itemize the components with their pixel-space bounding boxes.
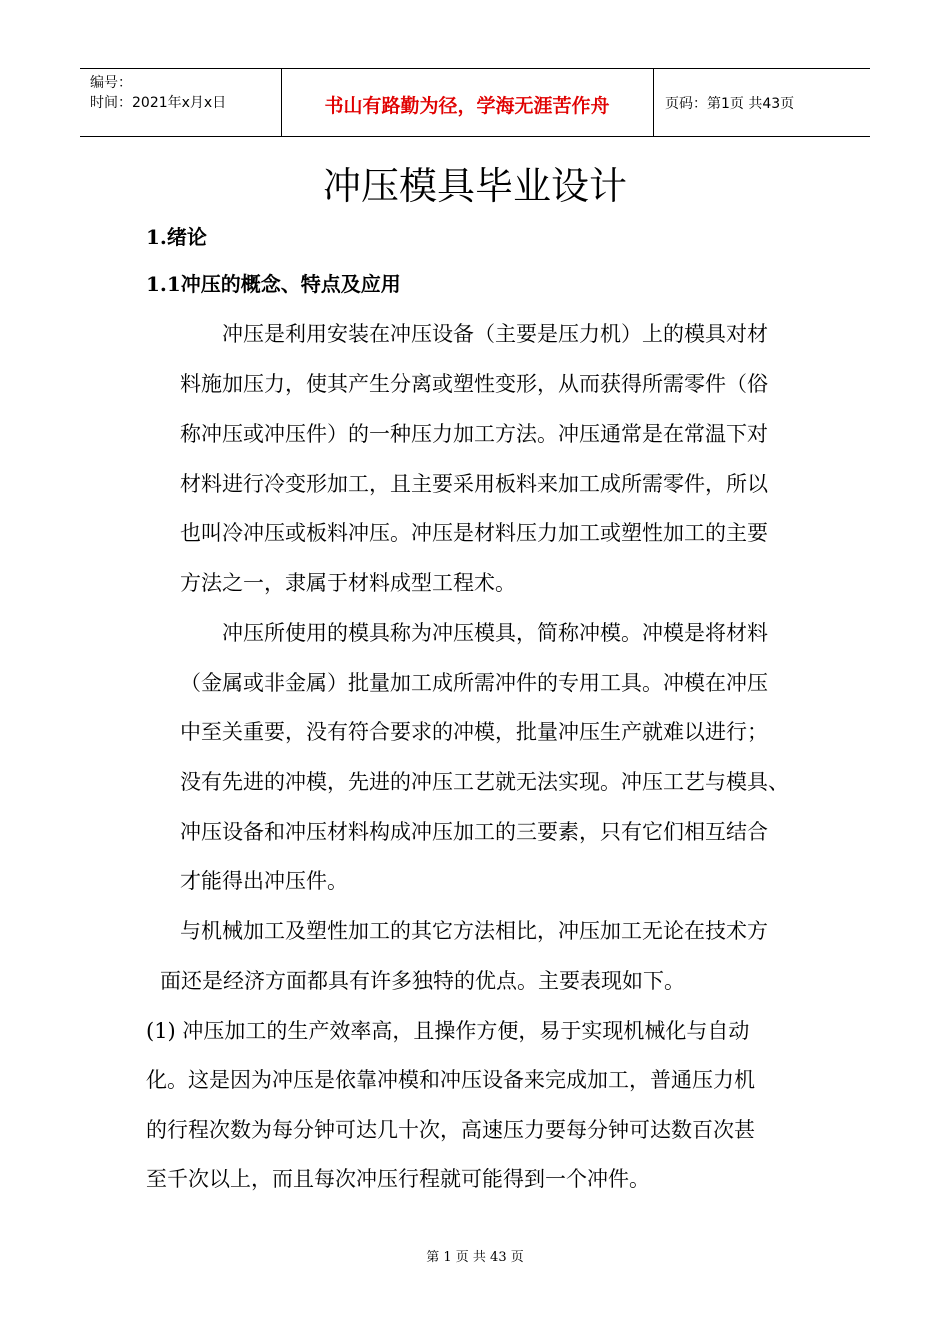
page-header [80,68,870,137]
list-item-line: (1) 冲压加工的生产效率高，且操作方便，易于实现机械化与自动 [146,1019,750,1043]
document-number-label: 编号： [90,75,132,91]
paragraph-line: 也叫冷冲压或板料冲压。冲压是材料压力加工或塑性加工的主要 [180,521,768,545]
document-title: 冲压模具毕业设计 [322,164,627,208]
header-meta [90,73,226,113]
paragraph-line: 材料进行冷变形加工，且主要采用板料来加工成所需零件，所以 [180,472,768,496]
paragraph-line: （金属或非金属）批量加工成所需冲件的专用工具。冲模在冲压 [180,671,768,695]
paragraph-line: 冲压所使用的模具称为冲压模具，简称冲模。冲模是将材料 [222,621,768,645]
paragraph-line: 方法之一，隶属于材料成型工程术。 [180,571,516,595]
paragraph-line: 称冲压或冲压件）的一种压力加工方法。冲压通常是在常温下对 [180,422,768,446]
list-item-line: 至千次以上，而且每次冲压行程就可能得到一个冲件。 [146,1167,650,1191]
section-heading: 1.绪论 [146,225,207,249]
paragraph-line: 中至关重要，没有符合要求的冲模，批量冲压生产就难以进行； [180,720,768,744]
header-divider [653,69,654,136]
paragraph-line: 冲压设备和冲压材料构成冲压加工的三要素，只有它们相互结合 [180,820,768,844]
page-footer: 第 1 页 共 43 页 [426,1250,524,1265]
paragraph-line: 才能得出冲压件。 [180,869,348,893]
paragraph-line: 与机械加工及塑性加工的其它方法相比，冲压加工无论在技术方 [180,919,768,943]
list-item-line: 化。这是因为冲压是依靠冲模和冲压设备来完成加工，普通压力机 [146,1068,755,1092]
header-page-info: 页码：第1页 共43页 [665,96,795,112]
paragraph-line: 没有先进的冲模，先进的冲压工艺就无法实现。冲压工艺与模具、 [180,770,789,794]
paragraph-line: 冲压是利用安装在冲压设备（主要是压力机）上的模具对材 [222,322,768,346]
list-item-line: 的行程次数为每分钟可达几十次，高速压力要每分钟可达数百次甚 [146,1118,755,1142]
paragraph-line: 面还是经济方面都具有许多独特的优点。主要表现如下。 [160,969,685,993]
subsection-heading: 1.1冲压的概念、特点及应用 [146,272,401,296]
paragraph-line: 料施加压力，使其产生分离或塑性变形，从而获得所需零件（俗 [180,372,768,396]
header-motto: 书山有路勤为径，学海无涯苦作舟 [324,95,610,117]
document-date: 时间：2021年x月x日 [90,95,227,111]
